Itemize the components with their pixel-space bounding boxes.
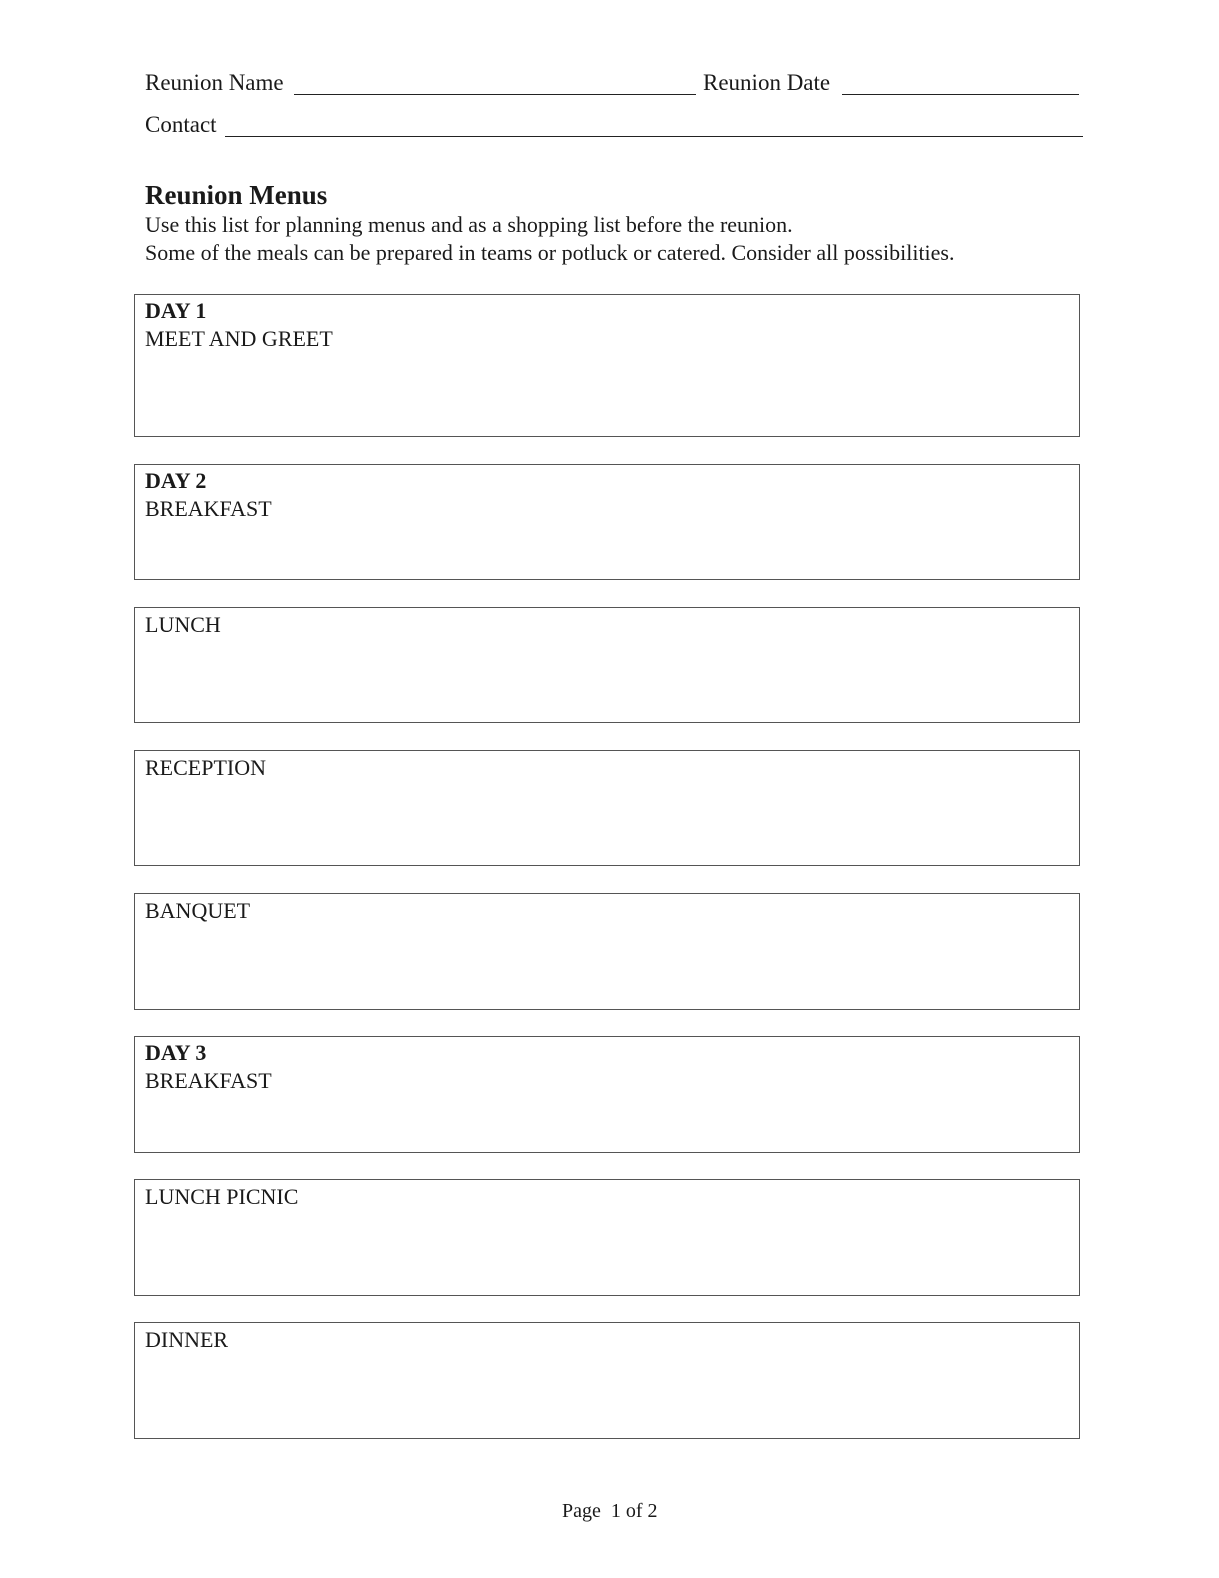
reunion-name-field[interactable] <box>294 94 696 95</box>
menu-box-day3-breakfast[interactable] <box>134 1036 1080 1153</box>
meal-label: BANQUET <box>145 898 251 923</box>
meal-label: LUNCH PICNIC <box>145 1184 299 1209</box>
meal-label: BREAKFAST <box>145 1068 272 1093</box>
menu-box-lunch-picnic[interactable] <box>134 1179 1080 1296</box>
menu-box-day1-meet-and-greet[interactable] <box>134 294 1080 437</box>
day-label: DAY 1 <box>145 298 207 323</box>
menu-box-reception[interactable] <box>134 750 1080 866</box>
reunion-date-field[interactable] <box>842 94 1079 95</box>
meal-label: LUNCH <box>145 612 221 637</box>
meal-label: DINNER <box>145 1327 229 1352</box>
reunion-date-label: Reunion Date <box>703 70 831 95</box>
day-label: DAY 2 <box>145 468 207 493</box>
meal-label: MEET AND GREET <box>145 326 333 351</box>
page-title: Reunion Menus <box>145 180 328 210</box>
menu-box-day2-breakfast[interactable] <box>134 464 1080 580</box>
page-number: Page 1 of 2 <box>562 1500 658 1522</box>
intro-line-2: Some of the meals can be prepared in teams or potluck or catered. Consider all possibilities. <box>145 240 955 265</box>
intro-line-1: Use this list for planning menus and as a shopping list before the reunion. <box>145 212 793 237</box>
day-label: DAY 3 <box>145 1040 207 1065</box>
menu-box-lunch[interactable] <box>134 607 1080 723</box>
meal-label: BREAKFAST <box>145 496 272 521</box>
contact-label: Contact <box>145 112 217 137</box>
meal-label: RECEPTION <box>145 755 266 780</box>
menu-box-banquet[interactable] <box>134 893 1080 1010</box>
contact-field[interactable] <box>225 136 1083 137</box>
reunion-name-label: Reunion Name <box>145 70 284 95</box>
menu-box-dinner[interactable] <box>134 1322 1080 1439</box>
